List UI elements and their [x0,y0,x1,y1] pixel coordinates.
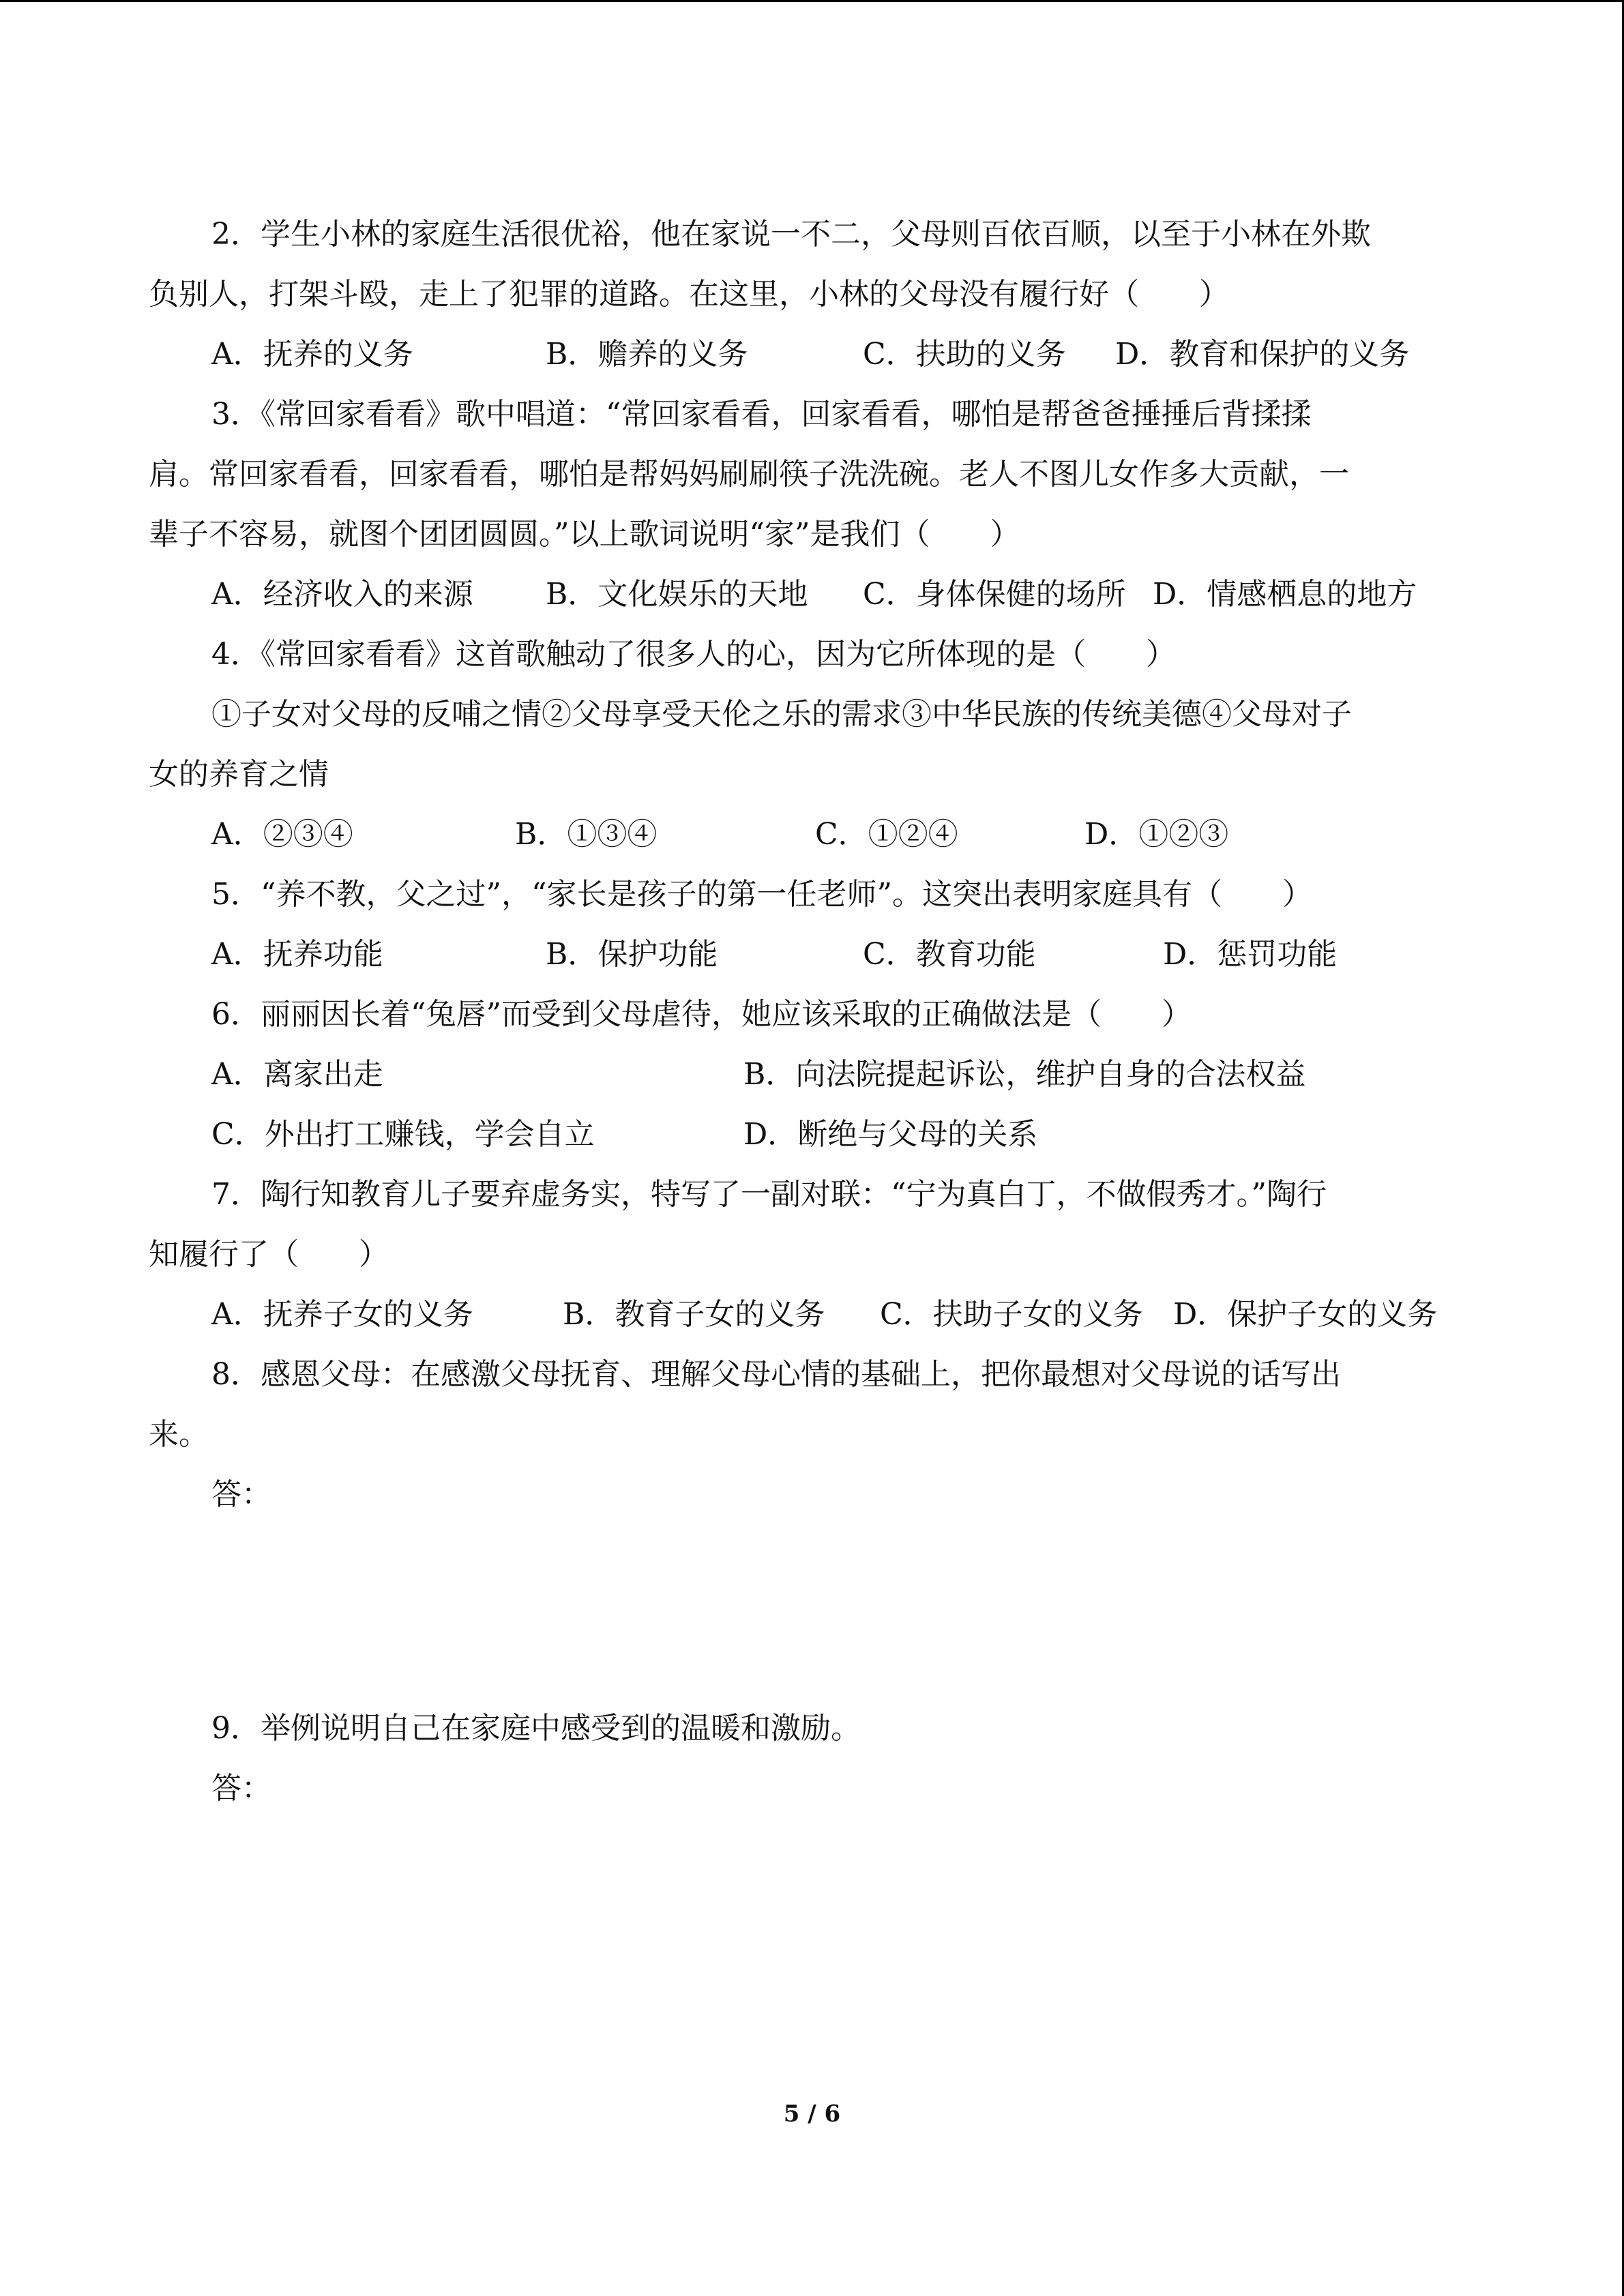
question-8 [149,1345,1479,1699]
option-a: A．经济收入的来源 [211,577,473,612]
answer-space [149,1525,1479,1699]
option-d: D．惩罚功能 [1163,937,1338,972]
option-c: C．①②④ [815,817,958,852]
question-text: 知履行了（ ） [149,1237,389,1272]
question-text: 7．陶行知教育儿子要弃虚务实，特写了一副对联：“宁为真白丁，不做假秀才。”陶行 [211,1177,1327,1212]
option-b: B．保护功能 [546,937,718,972]
answer-space [149,1819,1479,2023]
question-statements: ①子女对父母的反哺之情②父母享受天伦之乐的需求③中华民族的传统美德④父母对子 [211,697,1352,732]
options-row [149,1105,1479,1165]
option-b: B．①③④ [515,817,658,852]
question-text: 9．举例说明自己在家庭中感受到的温暖和激励。 [211,1711,861,1746]
question-4 [149,625,1479,865]
option-c: C．外出打工赚钱，学会自立 [211,1117,595,1152]
options-row [149,1045,1479,1105]
options-row [149,925,1479,985]
question-text: 来。 [149,1417,209,1452]
question-text: 8．感恩父母：在感激父母抚育、理解父母心情的基础上，把你最想对父母说的话写出 [211,1357,1341,1392]
page-number: 5 / 6 [783,2100,841,2128]
question-2 [149,205,1479,385]
option-b: B．向法院提起诉讼，维护自身的合法权益 [743,1057,1306,1092]
option-d: D．断绝与父母的关系 [743,1117,1038,1152]
question-6 [149,985,1479,1165]
option-a: A．离家出走 [211,1057,383,1092]
question-text: 4．《常回家看看》这首歌触动了很多人的心，因为它所体现的是（ ） [211,637,1176,672]
question-text: 3．《常回家看看》歌中唱道：“常回家看看，回家看看，哪怕是帮爸爸捶捶后背揉揉 [211,397,1312,432]
answer-label: 答： [211,1477,271,1512]
question-text: 2．学生小林的家庭生活很优裕，他在家说一不二，父母则百依百顺，以至于小林在外欺 [211,217,1371,252]
option-d: D．保护子女的义务 [1173,1297,1438,1332]
options-row [149,565,1479,625]
answer-label: 答： [211,1771,271,1806]
option-b: B．文化娱乐的天地 [546,577,808,612]
question-9 [149,1699,1479,2023]
question-text: 负别人，打架斗殴，走上了犯罪的道路。在这里，小林的父母没有履行好（ ） [149,277,1229,312]
option-a: A．抚养功能 [211,937,383,972]
option-d: D．情感栖息的地方 [1153,577,1417,612]
options-row [149,325,1479,385]
option-a: A．抚养子女的义务 [211,1297,473,1332]
option-b: B．教育子女的义务 [563,1297,825,1332]
options-row [149,1285,1479,1345]
option-a: A．②③④ [211,817,353,852]
option-c: C．身体保健的场所 [863,577,1126,612]
option-d: D．①②③ [1084,817,1229,852]
options-row [149,805,1479,865]
option-b: B．赡养的义务 [546,337,748,372]
option-a: A．抚养的义务 [211,337,413,372]
question-7 [149,1165,1479,1345]
option-c: C．教育功能 [863,937,1036,972]
question-text: 肩。常回家看看，回家看看，哪怕是帮妈妈刷刷筷子洗洗碗。老人不图儿女作多大贡献，一 [149,457,1349,492]
question-text: 辈子不容易，就图个团团圆圆。”以上歌词说明“家”是我们（ ） [149,517,1020,552]
top-border [0,0,1624,2]
option-c: C．扶助子女的义务 [880,1297,1143,1332]
option-c: C．扶助的义务 [863,337,1066,372]
question-text: 6．丽丽因长着“兔唇”而受到父母虐待，她应该采取的正确做法是（ ） [211,997,1192,1032]
option-d: D．教育和保护的义务 [1115,337,1410,372]
question-3 [149,385,1479,625]
question-statements: 女的养育之情 [149,757,329,792]
document-page [149,205,1479,2023]
question-text: 5．“养不教，父之过”，“家长是孩子的第一任老师”。这突出表明家庭具有（ ） [211,877,1312,912]
question-5 [149,865,1479,985]
